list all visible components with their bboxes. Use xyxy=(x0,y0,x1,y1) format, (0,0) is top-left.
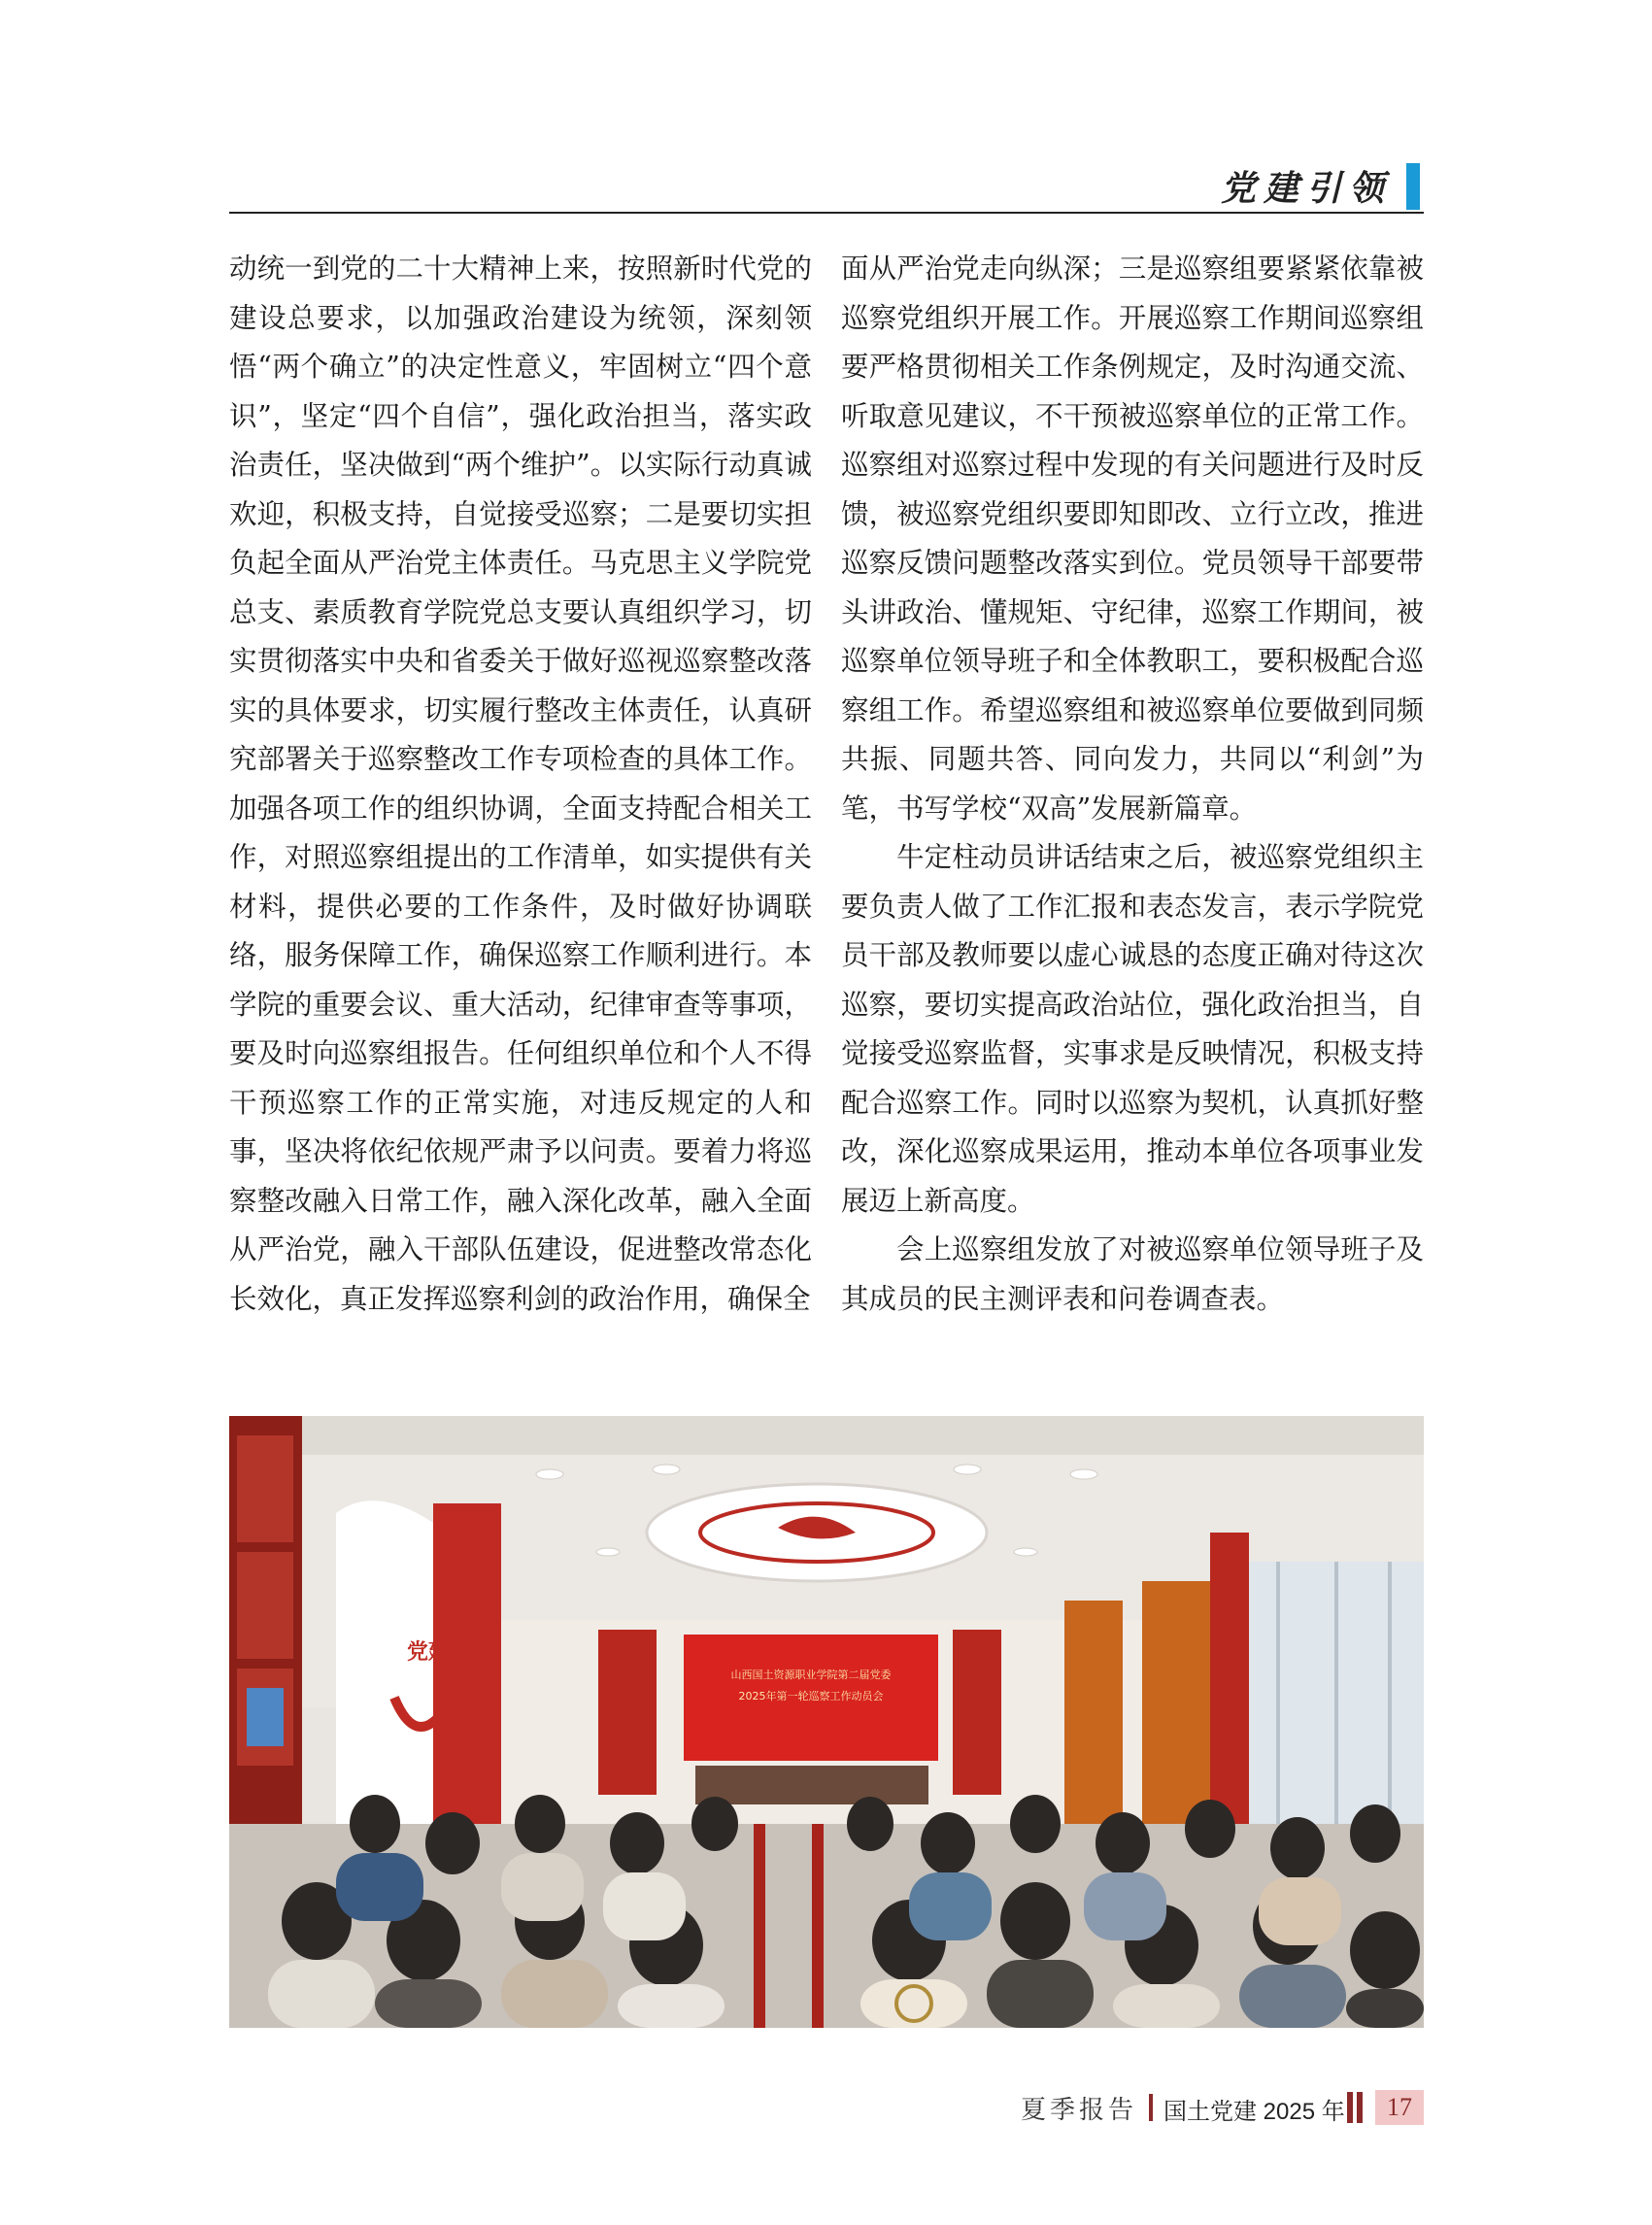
left-column xyxy=(229,245,812,1324)
footer-separator xyxy=(1149,2094,1153,2121)
section-accent-bar xyxy=(1406,163,1420,210)
paragraph: 动统一到党的二十大精神上来，按照新时代党的建设总要求，以加强政治建设为统领，深刻领悟“两个确立”的决定性意义，牢固树立“四个意识”，坚定“四个自信”，强化政治担当，落实政治责任，坚决做到“两个维护”。以实际行动真诚欢迎，积极支持，自觉接受巡察；二是要切实担负起全面从严治党主体责任。马克思主义学院党总支、素质教育学院党总支要认真组织学习，切实贯彻落实中央和省委关于做好巡视巡察整改落实的具体要求，切实履行整改主体责任，认真研究部署关于巡察整改工作专项检查的具体工作。加强各项工作的组织协调，全面支持配合相关工作，对照巡察组提出的工作清单，如实提供有关材料，提供必要的工作条件，及时做好协调联络，服务保障工作，确保巡察工作顺利进行。本学院的重要会议、重大活动，纪律审查等事项，要及时向巡察组报告。任何组织单位和个人不得干预巡察工作的正常实施，对违反规定的人和事，坚决将依纪依规严肃予以问责。要着力将巡察整改融入日常工作，融入深化改革，融入全面从严治党，融入干部队伍建设，促进整改常态化长效化，真正发挥巡察利剑的政治作用，确保全 xyxy=(229,253,812,1315)
magazine-name: 夏季报告 xyxy=(1020,2096,1137,2125)
section-title: 党建引领 xyxy=(1220,168,1392,209)
page-number: 17 xyxy=(1375,2090,1424,2125)
paragraph: 会上巡察组发放了对被巡察单位领导班子及其成员的民主测评表和问卷调查表。 xyxy=(841,1233,1424,1315)
screen-title-line2: 2025年第一轮巡察工作动员会 xyxy=(738,1690,884,1702)
screen-title-line1: 山西国土资源职业学院第二届党委 xyxy=(730,1669,892,1681)
paragraph: 面从严治党走向纵深；三是巡察组要紧紧依靠被巡察党组织开展工作。开展巡察工作期间巡察组要严格贯彻相关工作条例规定，及时沟通交流、听取意见建议，不干预被巡察单位的正常工作。巡察组对巡察过程中发现的有关问题进行及时反馈，被巡察党组织要即知即改、立行立改，推进巡察反馈问题整改落实到位。党员领导干部要带头讲政治、懂规矩、守纪律，巡察工作期间，被巡察单位领导班子和全体教职工，要积极配合巡察组工作。希望巡察组和被巡察单位要做到同频共振、同题共答、同向发力，共同以“利剑”为笔，书写学校“双高”发展新篇章。 xyxy=(841,253,1424,825)
header-rule xyxy=(229,212,1424,214)
footer-bars xyxy=(1347,2092,1365,2123)
page-footer xyxy=(0,2090,1652,2129)
right-column xyxy=(841,245,1424,1324)
paragraph: 牛定柱动员讲话结束之后，被巡察党组织主要负责人做了工作汇报和表态发言，表示学院党员干部及教师要以虚心诚恳的态度正确对待这次巡察，要切实提高政治站位，强化政治担当，自觉接受巡察监督，实事求是反映情况，积极支持配合巡察工作。同时以巡察为契机，认真抓好整改，深化巡察成果运用，推动本单位各项事业发展迈上新高度。 xyxy=(841,841,1424,1217)
meeting-photo xyxy=(229,1416,1424,2028)
svg-text:党建: 党建 xyxy=(406,1640,451,1665)
issue-label: 国土党建 2025 年 xyxy=(1163,2099,1345,2125)
